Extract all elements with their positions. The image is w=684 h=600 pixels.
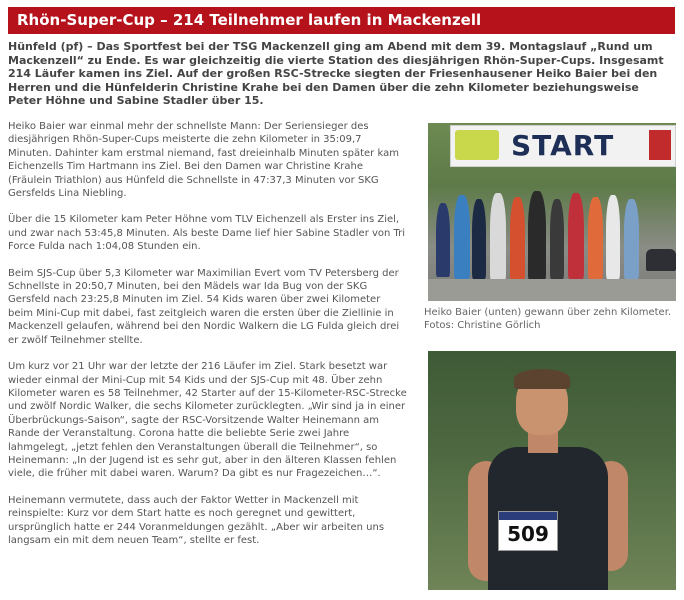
sponsor-badge	[649, 130, 671, 160]
parked-car	[646, 249, 676, 271]
runner-portrait-photo	[428, 351, 676, 590]
start-banner-text: START	[511, 129, 615, 162]
runner-figure	[588, 197, 603, 279]
runner-figure	[472, 199, 486, 279]
runner-hair	[514, 369, 570, 389]
runner-figure	[454, 195, 470, 279]
photo-caption: Heiko Baier (unten) gewann über zehn Kilometer. Fotos: Christine Görlich	[424, 307, 672, 331]
body-paragraph: Heiko Baier war einmal mehr der schnellste Mann: Der Seriensieger des diesjährigen Rhön-Super-Cups meisterte die zehn Kilometer in 35:09,7 Minuten. Dahinter kam erstmal niemand, fast dreieinhalb Minuten später kam Eichenzells Tim Hartmann ins Ziel. Bei den Damen war Christine Krahe (Fräulein Triathlon) aus Hünfeld die Schnellste in 47:37,3 Minuten vor SKG Gersfelds Lina Niebling.	[8, 121, 399, 200]
start-banner	[450, 125, 676, 167]
article-body	[8, 120, 408, 560]
runner-figure	[436, 203, 450, 277]
race-bib	[498, 511, 558, 551]
race-start-photo	[428, 123, 676, 301]
runner-figure	[568, 193, 584, 279]
body-paragraph: Über die 15 Kilometer kam Peter Höhne vom TLV Eichenzell als Erster ins Ziel, und zwar nach 53:45,8 Minuten. Als beste Dame lief hier Sabine Stadler von Tri Force Fulda nach 1:04,08 Stunden ein.	[8, 214, 406, 253]
runner-figure	[510, 197, 525, 281]
runner-figure	[550, 199, 564, 279]
rhoen-cup-logo	[455, 130, 499, 160]
bib-stripe	[499, 512, 557, 520]
runner-figure	[606, 195, 620, 279]
runner-figure	[624, 199, 639, 279]
article-title: Rhön-Super-Cup – 214 Teilnehmer laufen in Mackenzell	[8, 7, 675, 34]
runner-figure	[490, 193, 506, 281]
body-paragraph: Um kurz vor 21 Uhr war der letzte der 216 Läufer im Ziel. Stark besetzt war wieder einmal der Mini-Cup mit 54 Kids und der SJS-Cup mit 48. Über zehn Kilometer waren es 58 Teilnehmer, 42 Starter auf der 15-Kilometer-RSC-Strecke und zwölf Nordic Walker, die sechs Kilometer zurücklegten. „Wir sind ja in einer Überbrückungs-Saison“, sagte der RSC-Vorsitzende Walter Heinemann am Rande der Veranstaltung. Corona hatte die beliebte Serie zwei Jahre lahmgelegt, „jetzt fehlen den Veranstaltungen überall die Teilnehmer“, so Heinemann: „In der Jugend ist es sehr gut, aber in den älteren Klassen fehlen viele, die früher mit dabei waren. Warum? Da gibt es nur Fragezeichen…“.	[8, 361, 407, 480]
road-surface	[428, 279, 676, 301]
article-lead: Hünfeld (pf) – Das Sportfest bei der TSG Mackenzell ging am Abend mit dem 39. Montagslauf „Rund um Mackenzell“ zu Ende. Es war gleichzeitig die vierte Station des diesjährigen Rhön-Super-Cups. Insgesamt 214 Läufer kamen ins Ziel. Auf der großen RSC-Strecke siegten der Friesenhausener Heiko Baier bei den Herren und die Hünfelderin Christine Krahe bei den Damen über die zehn Kilometer beziehungsweise Peter Höhne und Sabine Stadler über 15.	[8, 40, 664, 108]
bib-number: 509	[507, 522, 549, 546]
body-paragraph: Heinemann vermutete, dass auch der Faktor Wetter in Mackenzell mit reinspielte: Kurz vor dem Start hatte es noch geregnet und gewittert, ursprünglich hatte er 244 Voranmeldungen gezählt. „Aber wir arbeiten uns langsam ein mit dem neuen Team“, stellte er fest.	[8, 494, 385, 546]
runner-figure	[528, 191, 546, 281]
body-paragraph: Beim SJS-Cup über 5,3 Kilometer war Maximilian Evert vom TV Petersberg der Schnellste in 20:50,7 Minuten, bei den Mädels war Ida Bug von der SKG Gersfeld nach 23:25,8 Minuten im Ziel. 54 Kids waren über zwei Kilometer beim Mini-Cup mit dabei, fast zeitgleich waren die ersten über die Ziellinie in Mackenzell gelaufen, während bei den Nordic Walkern die LG Fulda gleich drei er zwölf Teilnehmer stellte.	[8, 267, 400, 346]
